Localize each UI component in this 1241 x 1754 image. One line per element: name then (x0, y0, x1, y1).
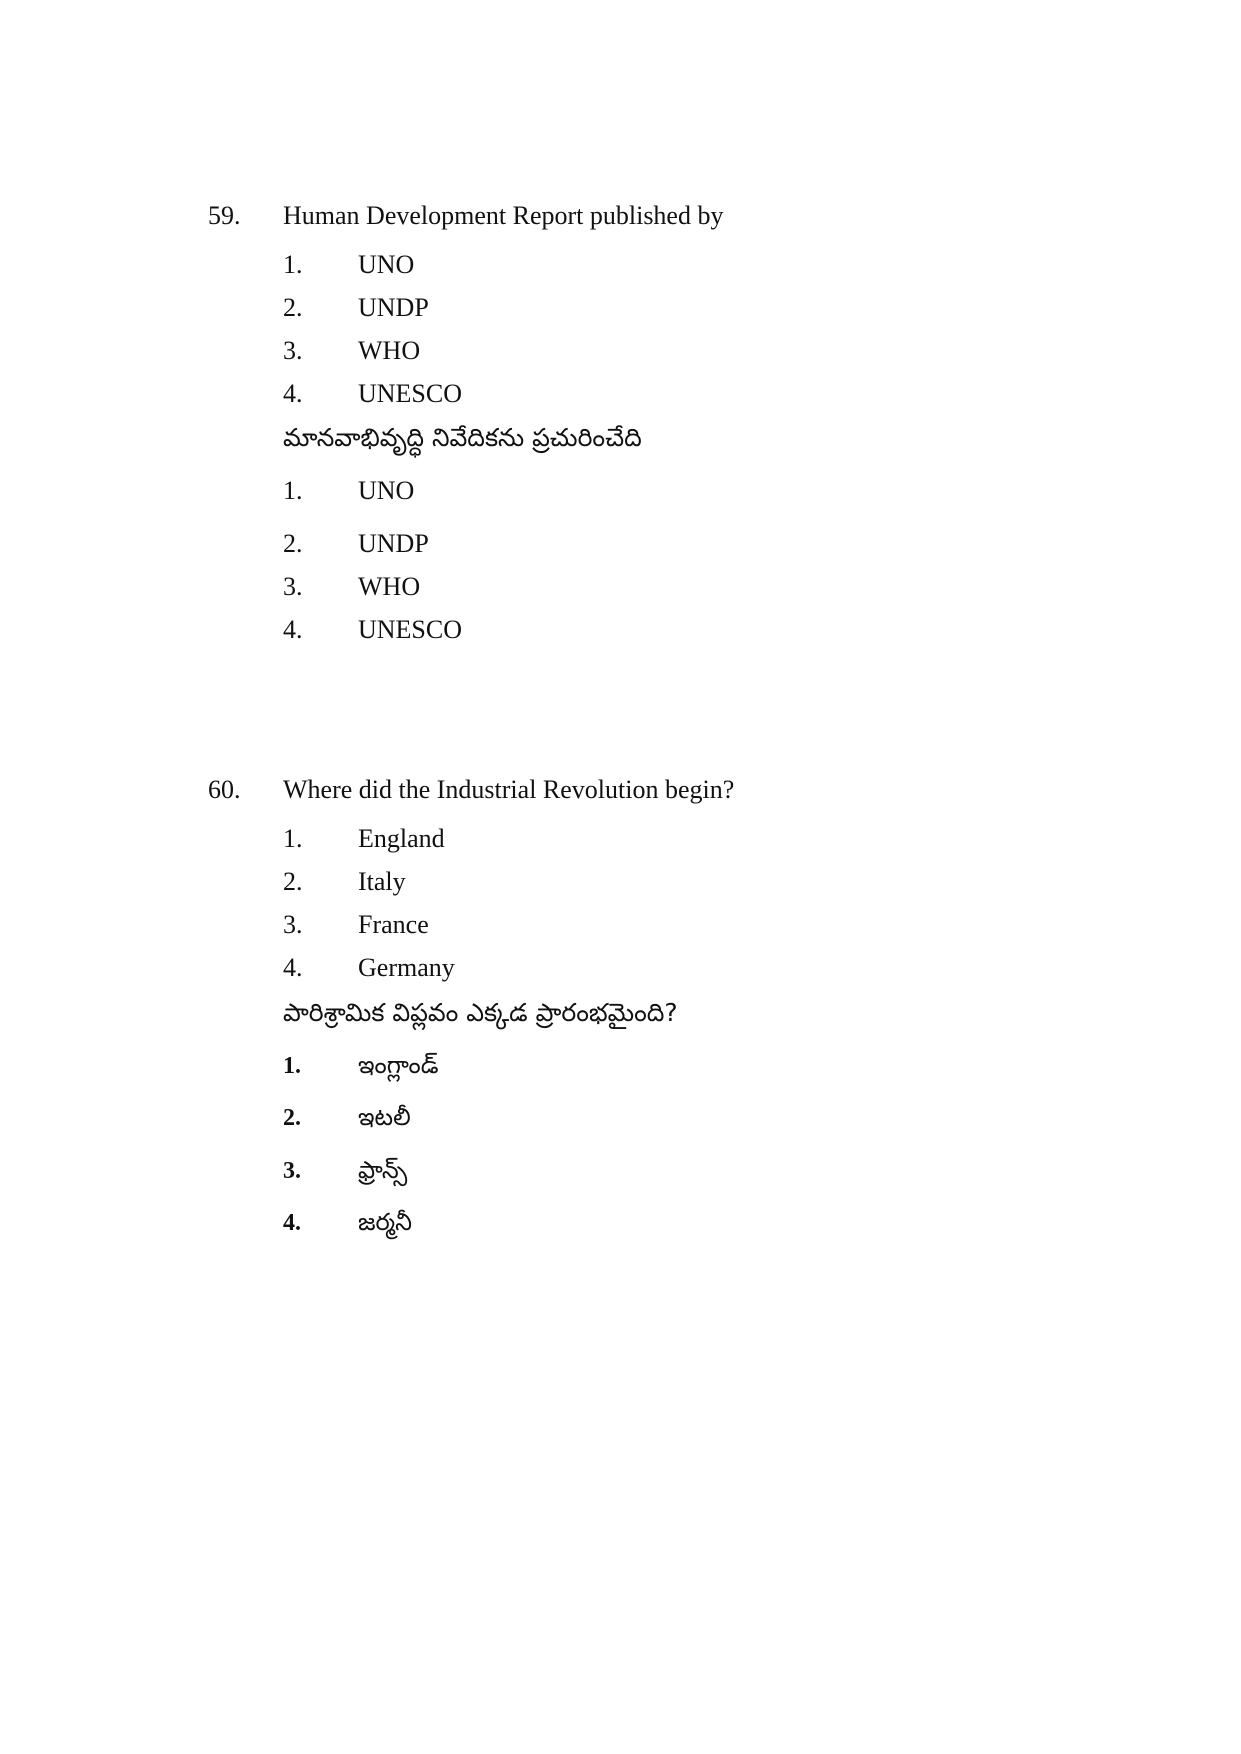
option-telugu-1 (283, 476, 414, 506)
option-text: WHO (358, 336, 421, 365)
option-english-1 (283, 824, 445, 854)
option-english-2 (283, 867, 406, 897)
option-text: France (358, 910, 429, 939)
option-text: ఇటలీ (358, 1103, 411, 1131)
option-telugu-2 (283, 1101, 411, 1134)
option-text: England (358, 824, 445, 853)
question-number: 60. (208, 775, 241, 804)
question-text-telugu: పారిశ్రామిక విప్లవం ఎక్కడ ప్రారంభమైంది? (283, 998, 678, 1027)
option-english-4 (283, 379, 462, 409)
question-60-stem (208, 775, 734, 805)
option-number: 2. (283, 529, 303, 558)
option-number: 2. (283, 867, 303, 896)
question-number: 59. (208, 201, 241, 230)
option-telugu-3 (283, 1154, 407, 1187)
option-number: 4. (283, 379, 303, 408)
option-telugu-3 (283, 572, 420, 602)
option-number: 1. (283, 476, 303, 505)
option-text: UNO (358, 250, 415, 279)
option-text: WHO (358, 572, 421, 601)
option-number: 3. (283, 572, 303, 601)
option-english-2 (283, 293, 429, 323)
option-text: UNESCO (358, 615, 463, 644)
option-number: 4. (283, 615, 303, 644)
option-text: Germany (358, 953, 455, 982)
option-english-3 (283, 336, 420, 366)
option-text: Italy (358, 867, 406, 896)
option-text: ఫ్రాన్స్ (358, 1156, 408, 1184)
question-text-english: Human Development Report published by (283, 201, 724, 230)
option-text: జర్మనీ (358, 1208, 412, 1236)
option-number: 3. (283, 1158, 301, 1184)
question-text-english: Where did the Industrial Revolution begin? (283, 775, 735, 804)
option-text: UNDP (358, 293, 429, 322)
option-english-4 (283, 953, 455, 983)
option-number: 3. (283, 336, 303, 365)
option-telugu-1 (283, 1049, 438, 1082)
option-number: 1. (283, 1053, 301, 1079)
option-number: 2. (283, 293, 303, 322)
option-telugu-4 (283, 1206, 412, 1239)
option-text: UNESCO (358, 379, 463, 408)
option-english-3 (283, 910, 429, 940)
option-number: 1. (283, 824, 303, 853)
question-text-telugu: మానవాభివృద్ధి నివేదికను ప్రచురించేది (283, 423, 642, 452)
option-number: 1. (283, 250, 303, 279)
option-number: 3. (283, 910, 303, 939)
option-telugu-4 (283, 615, 462, 645)
option-text: ఇంగ్లాండ్ (358, 1051, 439, 1079)
option-text: UNDP (358, 529, 429, 558)
option-number: 2. (283, 1105, 301, 1131)
option-number: 4. (283, 953, 303, 982)
option-telugu-2 (283, 529, 429, 559)
option-english-1 (283, 250, 414, 280)
option-text: UNO (358, 476, 415, 505)
question-59-stem (208, 201, 723, 231)
option-number: 4. (283, 1210, 301, 1236)
